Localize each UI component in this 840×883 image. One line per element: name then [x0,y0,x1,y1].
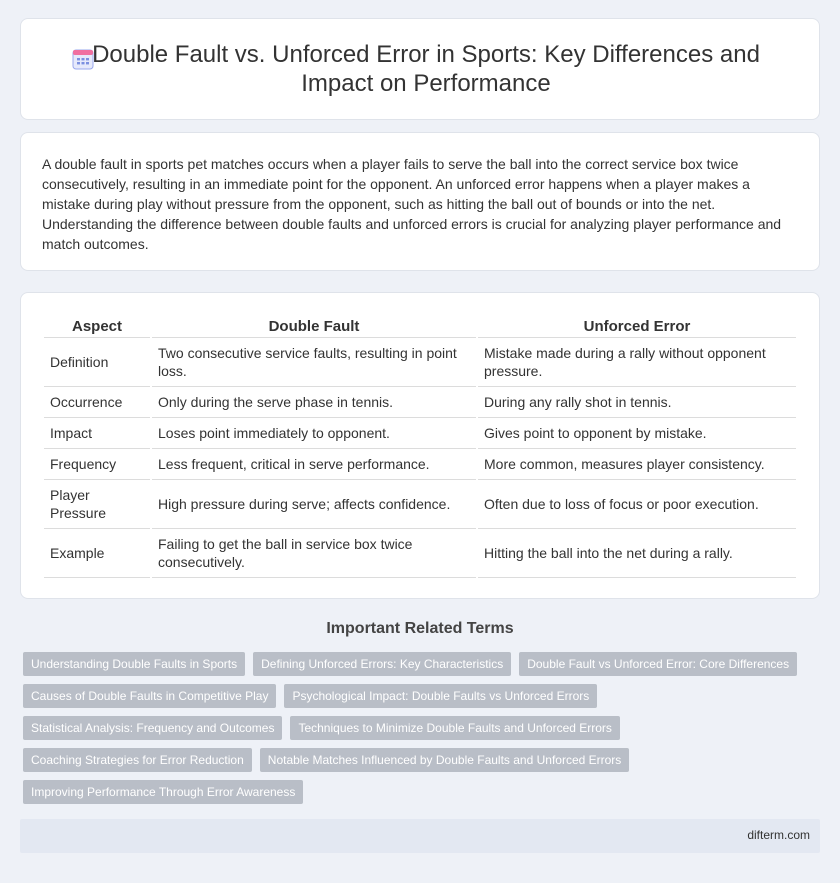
aspect-cell: Player Pressure [44,480,150,529]
aspect-cell: Impact [44,418,150,449]
header-unforced-error: Unforced Error [478,314,796,338]
unforced-error-cell: Often due to loss of focus or poor execution. [478,480,796,529]
table-row [44,387,796,418]
table-row [44,480,796,529]
related-term-link[interactable]: Techniques to Minimize Double Faults and Unforced Errors [290,716,619,740]
page-title: Double Fault vs. Unforced Error in Sports: Key Differences and Impact on Performance [92,41,760,97]
double-fault-cell: High pressure during serve; affects confidence. [152,480,476,529]
aspect-cell: Frequency [44,449,150,480]
tag-row [23,716,823,740]
intro-card [20,132,820,271]
table-row [44,529,796,578]
related-term-link[interactable]: Defining Unforced Errors: Key Characteristics [253,652,511,676]
related-term-link[interactable]: Notable Matches Influenced by Double Faults and Unforced Errors [260,748,630,772]
table-row [44,449,796,480]
double-fault-cell: Two consecutive service faults, resulting in point loss. [152,338,476,387]
tag-row [23,780,823,804]
double-fault-cell: Only during the serve phase in tennis. [152,387,476,418]
double-fault-cell: Loses point immediately to opponent. [152,418,476,449]
related-term-link[interactable]: Understanding Double Faults in Sports [23,652,245,676]
footer [20,819,820,853]
site-link[interactable]: difterm.com [747,828,810,842]
unforced-error-cell: Gives point to opponent by mistake. [478,418,796,449]
table-row [44,338,796,387]
unforced-error-cell: During any rally shot in tennis. [478,387,796,418]
related-term-link[interactable]: Coaching Strategies for Error Reduction [23,748,252,772]
unforced-error-cell: Mistake made during a rally without opponent pressure. [478,338,796,387]
header-double-fault: Double Fault [152,314,476,338]
comparison-table [42,314,798,578]
intro-paragraph: A double fault in sports pet matches occurs when a player fails to serve the ball into the correct service box twice consecutively, resulting in an immediate point for the opponent. An unforced error happens when a player makes a mistake during play without pressure from the opponent, such as hitting the ball out of bounds or into the net. Understanding the difference between double faults and unforced errors is crucial for analyzing player performance and match outcomes. [42,156,782,252]
double-fault-cell: Less frequent, critical in serve performance. [152,449,476,480]
related-term-link[interactable]: Statistical Analysis: Frequency and Outcomes [23,716,282,740]
tag-row [23,684,823,708]
aspect-cell: Example [44,529,150,578]
header-aspect: Aspect [44,314,150,338]
related-terms-tags [23,652,823,812]
unforced-error-cell: More common, measures player consistency. [478,449,796,480]
aspect-cell: Definition [44,338,150,387]
header-card [20,18,820,120]
related-terms-title: Important Related Terms [326,620,514,637]
tag-row [23,748,823,772]
tag-row [23,652,823,676]
unforced-error-cell: Hitting the ball into the net during a rally. [478,529,796,578]
comparison-table-card [20,292,820,599]
related-term-link[interactable]: Psychological Impact: Double Faults vs Unforced Errors [284,684,597,708]
table-row [44,418,796,449]
related-term-link[interactable]: Improving Performance Through Error Awareness [23,780,303,804]
aspect-cell: Occurrence [44,387,150,418]
double-fault-cell: Failing to get the ball in service box twice consecutively. [152,529,476,578]
table-header-row [44,314,796,338]
related-term-link[interactable]: Double Fault vs Unforced Error: Core Differences [519,652,797,676]
related-term-link[interactable]: Causes of Double Faults in Competitive Play [23,684,276,708]
